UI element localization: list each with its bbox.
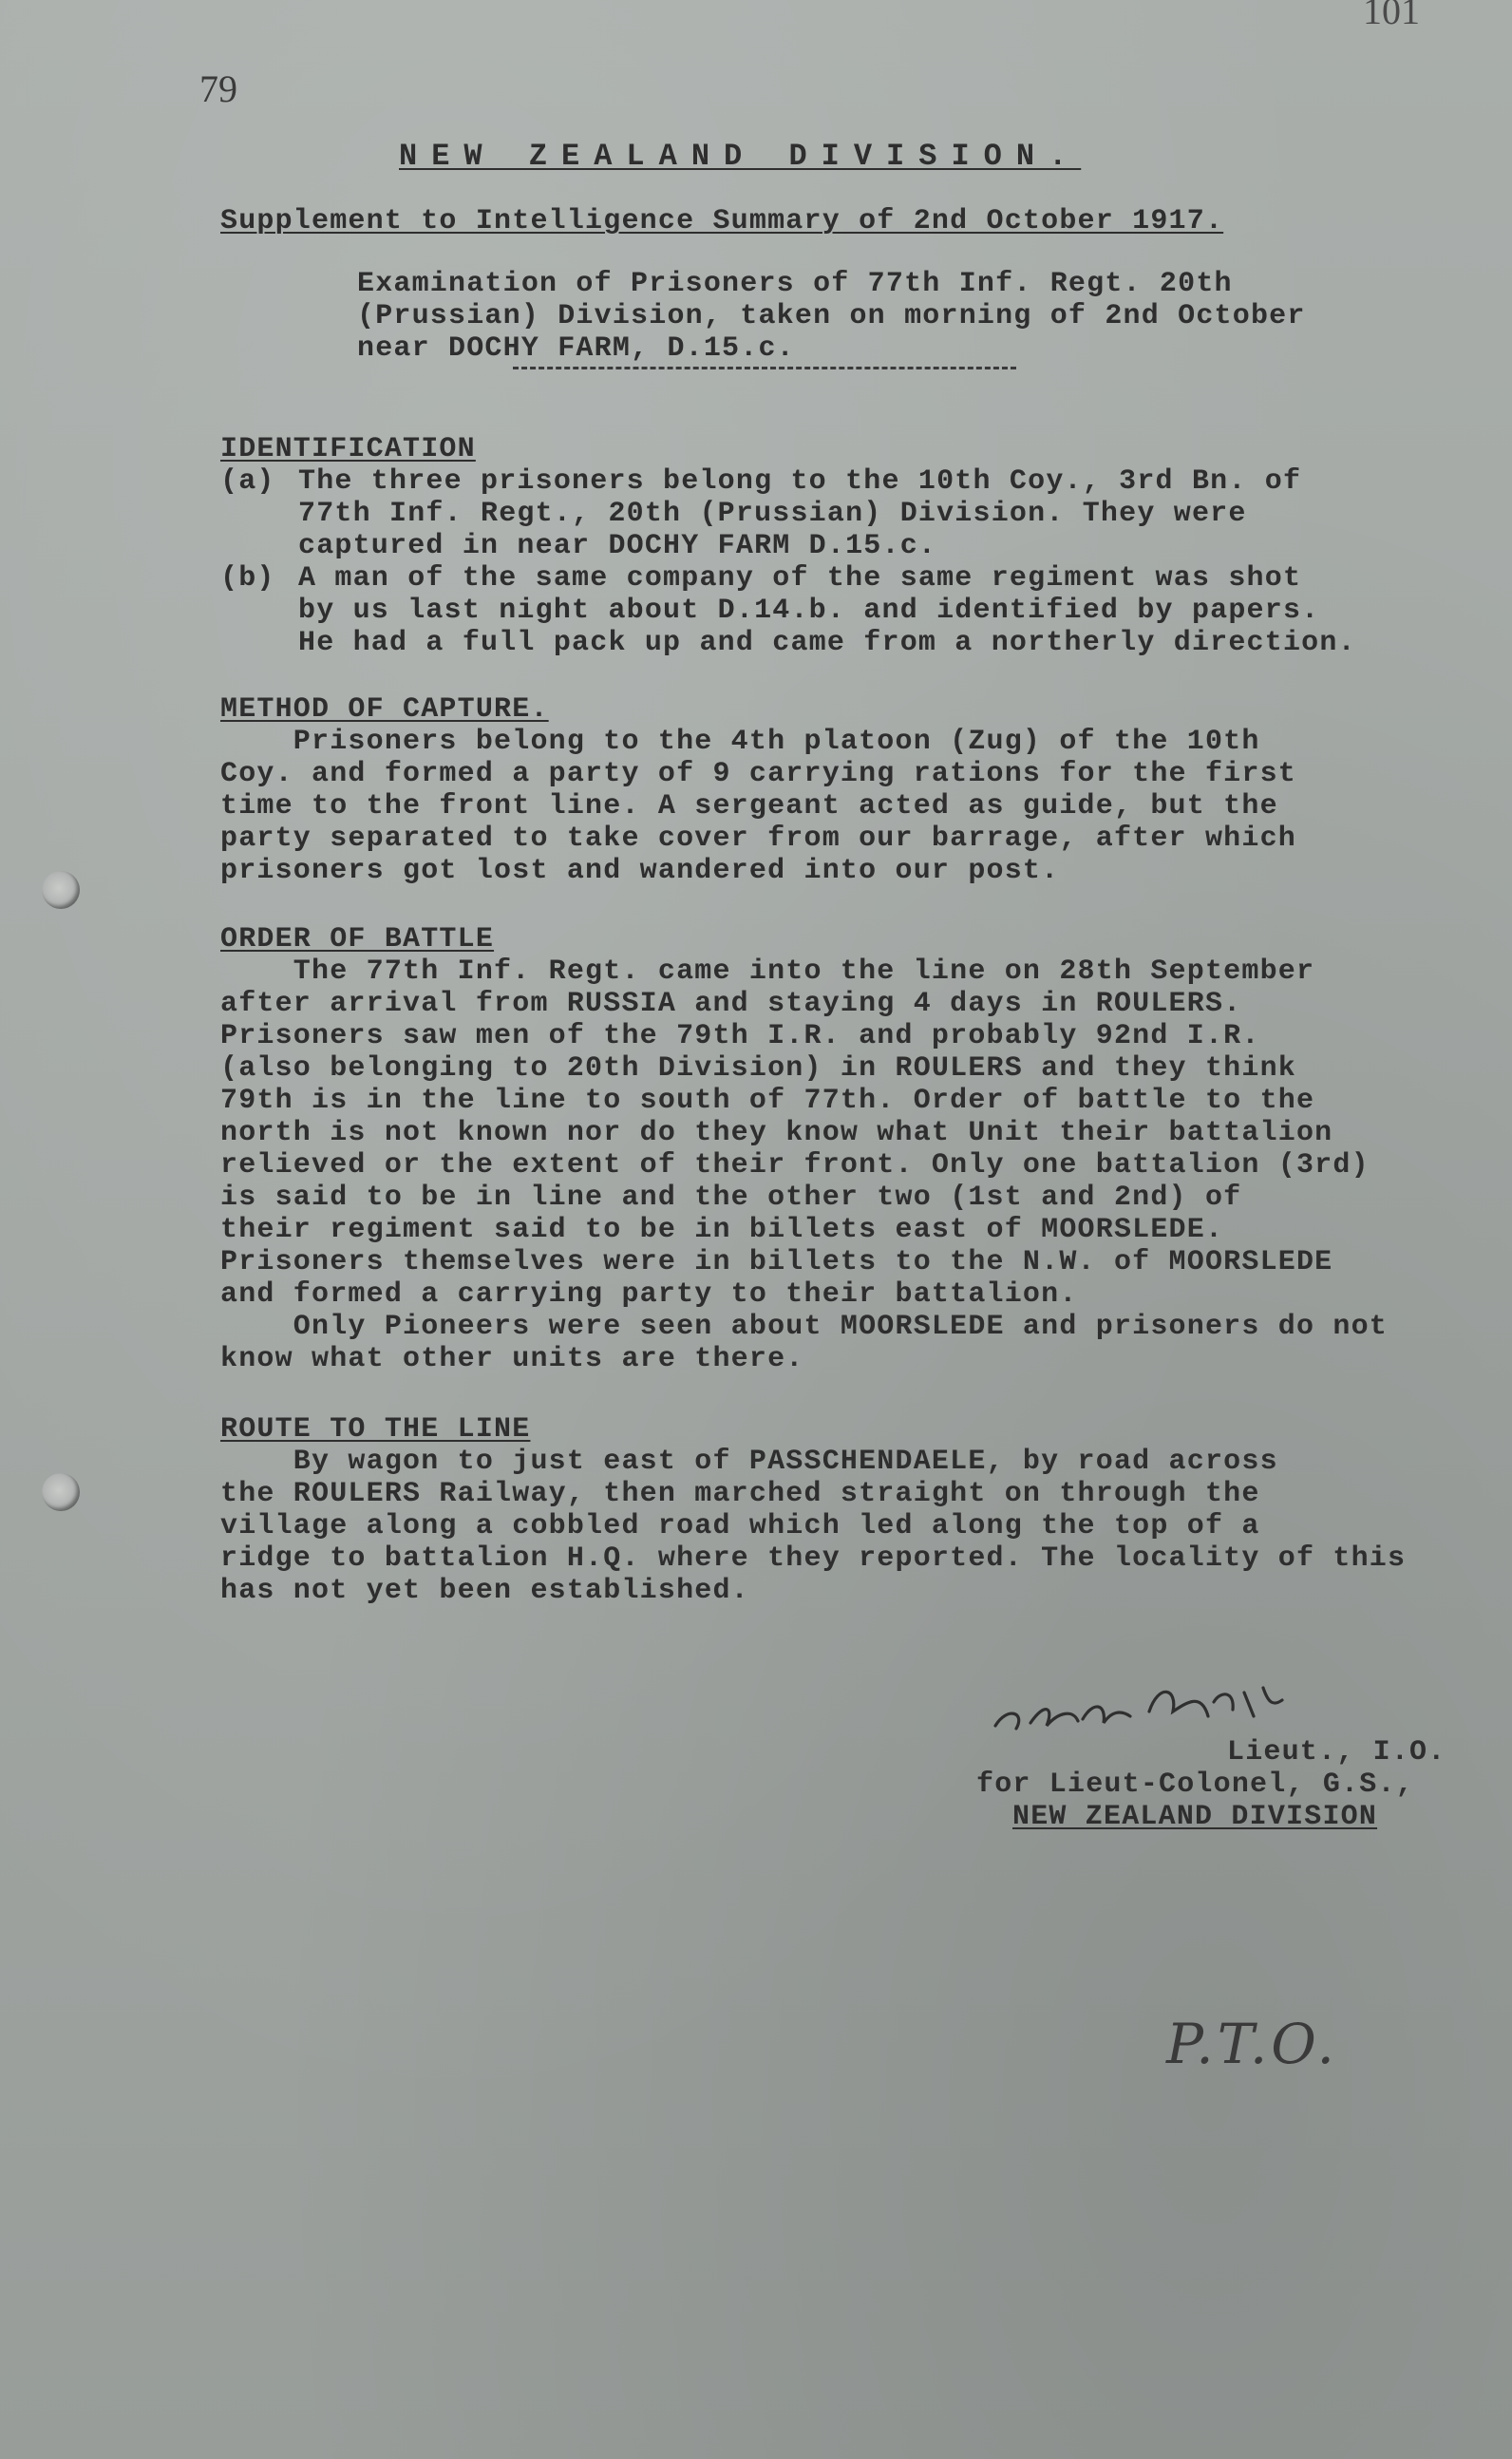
section-heading-identification: IDENTIFICATION <box>220 433 476 465</box>
dashed-rule <box>513 367 1016 369</box>
route-line: has not yet been established. <box>220 1575 749 1607</box>
corner-number: 101 <box>1363 0 1420 32</box>
method-line: Prisoners belong to the 4th platoon (Zug) of the 10th <box>220 726 1260 758</box>
route-line: ridge to battalion H.Q. where they reported. The locality of this <box>220 1542 1407 1575</box>
punch-hole <box>42 871 80 909</box>
battle-line: relieved or the extent of their front. Only one battalion (3rd) <box>220 1149 1370 1182</box>
route-line: By wagon to just east of PASSCHENDAELE, by road across <box>220 1446 1278 1478</box>
section-heading-route: ROUTE TO THE LINE <box>220 1413 531 1446</box>
battle-line: and formed a carrying party to their battalion. <box>220 1278 1078 1311</box>
item-label: (b) <box>220 562 275 595</box>
battle-line: Prisoners saw men of the 79th I.R. and probably 92nd I.R. <box>220 1020 1260 1052</box>
identification-line: He had a full pack up and came from a northerly direction. <box>298 627 1356 659</box>
method-line: Coy. and formed a party of 9 carrying rations for the first <box>220 758 1296 790</box>
method-line: party separated to take cover from our barrage, after which <box>220 823 1296 855</box>
handwritten-signature <box>988 1674 1387 1740</box>
battle-line: after arrival from RUSSIA and staying 4 days in ROULERS. <box>220 988 1242 1020</box>
header-line: Examination of Prisoners of 77th Inf. Regt. 20th <box>357 268 1233 300</box>
section-heading-order-of-battle: ORDER OF BATTLE <box>220 923 495 955</box>
battle-line: (also belonging to 20th Division) in ROULERS and they think <box>220 1052 1296 1085</box>
header-line: near DOCHY FARM, D.15.c. <box>357 332 795 365</box>
battle-line: 79th is in the line to south of 77th. Order of battle to the <box>220 1085 1315 1117</box>
section-heading-method-of-capture: METHOD OF CAPTURE. <box>220 693 549 726</box>
route-line: village along a cobbled road which led along the top of a <box>220 1510 1260 1542</box>
battle-line: is said to be in line and the other two (1st and 2nd) of <box>220 1182 1242 1214</box>
pto-handwritten: P.T.O. <box>1166 2012 1338 2076</box>
identification-line: 77th Inf. Regt., 20th (Prussian) Division. They were <box>298 498 1247 530</box>
header-line: (Prussian) Division, taken on morning of 2nd October <box>357 300 1306 332</box>
battle-line: their regiment said to be in billets east of MOORSLEDE. <box>220 1214 1224 1246</box>
document-subtitle: Supplement to Intelligence Summary of 2nd October 1917. <box>220 205 1224 237</box>
method-line: prisoners got lost and wandered into our post. <box>220 855 1060 887</box>
signature-unit: NEW ZEALAND DIVISION <box>1012 1801 1378 1833</box>
battle-line: north is not known nor do they know what Unit their battalion <box>220 1117 1333 1149</box>
identification-line: by us last night about D.14.b. and identified by papers. <box>298 595 1320 627</box>
battle-line: Prisoners themselves were in billets to the N.W. of MOORSLEDE <box>220 1246 1333 1278</box>
punch-hole <box>42 1473 80 1511</box>
signature-rank: Lieut., I.O. <box>1227 1736 1446 1769</box>
item-label: (a) <box>220 465 275 498</box>
method-line: time to the front line. A sergeant acted as guide, but the <box>220 790 1278 823</box>
battle-line: Only Pioneers were seen about MOORSLEDE and prisoners do not <box>220 1311 1388 1343</box>
route-line: the ROULERS Railway, then marched straight on through the <box>220 1478 1260 1510</box>
document-title: NEW ZEALAND DIVISION. <box>399 139 1082 174</box>
page-number: 79 <box>199 67 237 110</box>
identification-line: captured in near DOCHY FARM D.15.c. <box>298 530 937 562</box>
identification-line: A man of the same company of the same regiment was shot <box>298 562 1302 595</box>
signature-for: for Lieut-Colonel, G.S., <box>976 1769 1414 1801</box>
battle-line: The 77th Inf. Regt. came into the line on 28th September <box>220 955 1315 988</box>
battle-line: know what other units are there. <box>220 1343 804 1375</box>
identification-line: The three prisoners belong to the 10th Coy., 3rd Bn. of <box>298 465 1302 498</box>
